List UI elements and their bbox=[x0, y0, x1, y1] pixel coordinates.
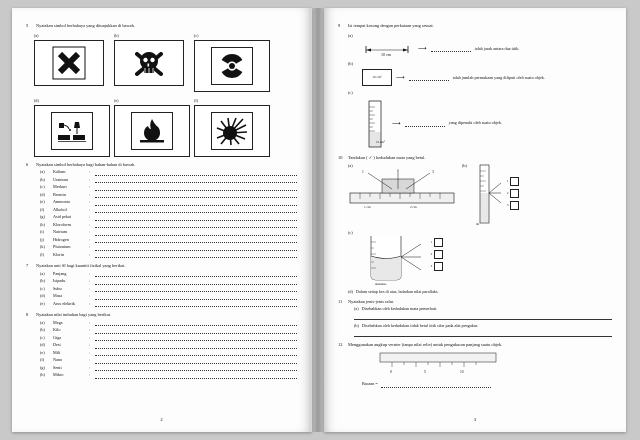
checkbox[interactable] bbox=[434, 250, 443, 259]
q5-item-c-label: (c) bbox=[194, 32, 199, 38]
list-item bbox=[40, 229, 297, 235]
q6-i-answer[interactable] bbox=[95, 230, 297, 236]
q5-item-b-label: (b) bbox=[114, 32, 119, 38]
q6-l-name: Klorin bbox=[53, 251, 64, 257]
q8-d-label: (d) bbox=[40, 342, 45, 348]
q9-part-a bbox=[348, 33, 612, 57]
q10-b-figure bbox=[470, 163, 504, 227]
q10-part-d bbox=[348, 289, 612, 295]
q6-text: Nyatakan simbol berbahaya bagi bahan-bahan di bawah. bbox=[36, 161, 136, 167]
q6-l-label: (l) bbox=[40, 251, 44, 257]
question-6 bbox=[26, 162, 297, 169]
q5-item-c-inner bbox=[211, 47, 253, 85]
q5-number: 5 bbox=[26, 23, 29, 28]
q5-item-f-inner bbox=[211, 112, 253, 150]
svg-text:meniskus: meniskus bbox=[374, 282, 386, 287]
q10-c-option-1[interactable] bbox=[431, 238, 444, 247]
q5-item-c bbox=[194, 33, 264, 92]
svg-text:3: 3 bbox=[432, 170, 434, 175]
q10-b-option-2-label: 2 bbox=[506, 191, 509, 196]
list-item bbox=[40, 271, 297, 277]
q8-f-answer[interactable] bbox=[95, 358, 297, 364]
svg-text:1: 1 bbox=[362, 170, 364, 175]
q5-item-e-label: (e) bbox=[114, 97, 119, 103]
q6-c-label: (c) bbox=[40, 184, 45, 190]
q11-a-answer[interactable] bbox=[354, 314, 612, 320]
q6-c-answer[interactable] bbox=[95, 185, 297, 191]
q10-c-option-3[interactable] bbox=[431, 262, 444, 271]
checkbox[interactable] bbox=[510, 189, 519, 198]
q7-d-label: (d) bbox=[40, 293, 45, 299]
q10-a-label: (a) bbox=[348, 163, 353, 169]
list-item bbox=[40, 252, 297, 258]
q8-d-answer[interactable] bbox=[95, 343, 297, 349]
q10-c-option-3-label: 3 bbox=[430, 264, 433, 269]
q5-item-e-box bbox=[114, 105, 190, 157]
q5-item-b bbox=[114, 33, 184, 92]
q5-text: Nyatakan simbol berbahaya yang ditunjukkan di bawah. bbox=[36, 23, 135, 28]
q6-g-label: (g) bbox=[40, 214, 45, 220]
colon: : bbox=[89, 176, 91, 182]
explosive-icon bbox=[215, 116, 249, 146]
q5-symbol-grid bbox=[34, 33, 297, 157]
list-item bbox=[40, 350, 297, 356]
q10-c-option-1-label: 1 bbox=[430, 240, 433, 245]
q10-b-label: (b) bbox=[462, 163, 467, 169]
q9-b-answer[interactable] bbox=[409, 75, 449, 81]
q6-e-name: Ammonia bbox=[53, 199, 70, 205]
q10-b-checkboxes bbox=[507, 177, 520, 210]
q6-g-name: Asid pekat bbox=[53, 214, 72, 220]
q5-item-f-box bbox=[194, 105, 270, 157]
colon: : bbox=[89, 236, 91, 242]
q7-c-answer[interactable] bbox=[95, 286, 297, 292]
q10-b-option-3-label: 3 bbox=[506, 203, 509, 208]
svg-text:2: 2 bbox=[397, 169, 399, 173]
left-page-number: 2 bbox=[160, 417, 163, 423]
q7-a-label: (a) bbox=[40, 270, 45, 276]
q8-e-name: Mili bbox=[53, 349, 61, 355]
q5-item-a bbox=[34, 33, 104, 92]
q6-l-answer[interactable] bbox=[95, 252, 297, 258]
q12-figure bbox=[378, 351, 612, 377]
q6-h-name: Kloroform bbox=[53, 221, 71, 227]
q10-c-figure bbox=[357, 230, 427, 286]
colon: : bbox=[89, 278, 91, 284]
svg-text:10 cm: 10 cm bbox=[381, 51, 391, 57]
q10-b-group bbox=[462, 163, 519, 227]
q9-c-tail: yang dipenuhi oleh suatu objek. bbox=[448, 120, 502, 126]
colon: : bbox=[89, 342, 91, 348]
q7-d-name: Masa bbox=[53, 293, 63, 299]
q6-k-name: Plutonium bbox=[53, 244, 71, 250]
svg-text:10: 10 bbox=[460, 370, 464, 375]
q7-e-name: Arus elektrik bbox=[53, 300, 75, 306]
q9-b-row bbox=[362, 69, 612, 86]
q8-text: Nyatakan nilai imbuhan bagi yang berikut. bbox=[36, 312, 112, 318]
q8-f-name: Nano bbox=[53, 357, 63, 363]
q5-item-d-inner bbox=[51, 112, 93, 150]
q6-number: 6 bbox=[26, 161, 29, 167]
colon: : bbox=[89, 229, 91, 235]
list-item bbox=[40, 293, 297, 299]
q5-item-e bbox=[114, 98, 184, 157]
corrosive-icon bbox=[55, 117, 89, 145]
q12-answer[interactable] bbox=[381, 382, 491, 388]
q8-g-name: Senti bbox=[53, 364, 62, 370]
q7-c-label: (c) bbox=[40, 285, 45, 291]
q11-text: Nyatakan jenis-jenis ralat. bbox=[348, 299, 394, 305]
q8-a-label: (a) bbox=[40, 319, 45, 325]
question-12 bbox=[338, 342, 612, 349]
list-item bbox=[40, 342, 297, 348]
q10-b-option-3[interactable] bbox=[507, 201, 520, 210]
checkbox[interactable] bbox=[510, 201, 519, 210]
q7-c-name: Suhu bbox=[53, 285, 62, 291]
arrow-right-icon: ⟶ bbox=[396, 74, 405, 81]
q6-k-label: (k) bbox=[40, 244, 45, 250]
colon: : bbox=[89, 270, 91, 276]
q5-item-d-box bbox=[34, 105, 110, 157]
arrow-right-icon: ⟶ bbox=[418, 45, 427, 52]
list-item bbox=[40, 357, 297, 363]
colon: : bbox=[89, 364, 91, 370]
q5-item-f-label: (f) bbox=[194, 97, 198, 103]
svg-text:1 cm: 1 cm bbox=[364, 205, 371, 210]
q6-a-answer[interactable] bbox=[95, 170, 297, 176]
q8-h-answer[interactable] bbox=[95, 373, 297, 379]
q9-text: Isi tempat kosong dengan perkataan yang sesuai. bbox=[348, 23, 434, 28]
right-page bbox=[324, 8, 626, 432]
colon: : bbox=[89, 206, 91, 212]
q12-text: Menggunakan angkup vernier (tanpa nilai relie) untuk pengukuran panjang suatu objek. bbox=[348, 341, 503, 347]
colon: : bbox=[89, 300, 91, 306]
q9-part-c bbox=[348, 90, 612, 148]
q5-item-c-box bbox=[194, 40, 270, 92]
q5-item-d-label: (d) bbox=[34, 97, 39, 103]
list-item bbox=[40, 237, 297, 243]
q8-d-name: Desi bbox=[53, 342, 61, 348]
q6-a-label: (a) bbox=[40, 169, 45, 175]
colon: : bbox=[89, 199, 91, 205]
q6-f-name: Alkohol bbox=[53, 206, 67, 212]
q5-item-a-label: (a) bbox=[34, 32, 39, 38]
q9-a-figure bbox=[362, 41, 414, 57]
q11-part-a bbox=[354, 306, 612, 312]
colon: : bbox=[89, 334, 91, 340]
question-10 bbox=[338, 155, 612, 162]
q8-f-label: (f) bbox=[40, 357, 45, 363]
list-item bbox=[40, 372, 297, 378]
q8-h-name: Mikro bbox=[53, 372, 64, 378]
list-item bbox=[40, 278, 297, 284]
q6-e-answer[interactable] bbox=[95, 200, 297, 206]
list-item bbox=[40, 335, 297, 341]
q8-b-name: Kilo bbox=[53, 327, 61, 333]
q7-text: Nyatakan unit SI bagi kuantiti fizikal yang berikut. bbox=[36, 263, 126, 269]
q11-a-answer-row bbox=[354, 314, 612, 320]
colon: : bbox=[89, 184, 91, 190]
q10-d-text: Dalam setiap kes di atas, bulatkan nilai parallaks. bbox=[355, 289, 439, 295]
q6-h-answer[interactable] bbox=[95, 222, 297, 228]
q10-a-figure bbox=[348, 169, 456, 221]
radioactive-icon bbox=[218, 52, 246, 80]
q9-a-tail: ialah jarak antara dua titik. bbox=[474, 45, 520, 51]
question-7 bbox=[26, 263, 297, 270]
q6-b-answer[interactable] bbox=[95, 177, 297, 183]
list-item bbox=[40, 214, 297, 220]
q6-i-name: Natrium bbox=[53, 229, 67, 235]
q9-parts bbox=[348, 33, 612, 149]
left-page bbox=[12, 8, 312, 432]
q11-b-answer-row bbox=[354, 331, 612, 337]
list-item bbox=[40, 207, 297, 213]
colon: : bbox=[89, 169, 91, 175]
list-item bbox=[40, 184, 297, 190]
q6-f-label: (f) bbox=[40, 206, 45, 212]
q12-answer-label: Bacaan = bbox=[362, 381, 378, 387]
q8-b-label: (b) bbox=[40, 327, 45, 333]
q10-c-label: (c) bbox=[348, 230, 353, 236]
q6-k-answer[interactable] bbox=[95, 245, 297, 251]
flammable-icon bbox=[137, 117, 167, 145]
q6-h-label: (h) bbox=[40, 221, 45, 227]
q11-b-answer[interactable] bbox=[354, 331, 612, 337]
q10-text: Tandakan ( ✓ ) kedudukan mata yang betul. bbox=[348, 154, 426, 160]
question-8 bbox=[26, 312, 297, 319]
q7-a-answer[interactable] bbox=[95, 271, 297, 277]
q9-c-row bbox=[362, 99, 612, 149]
q9-b-tail: ialah jumlah permukaan yang diliputi oleh suatu objek. bbox=[452, 74, 545, 80]
q6-b-name: Uranium bbox=[53, 176, 68, 182]
q6-d-label: (d) bbox=[40, 191, 45, 197]
colon: : bbox=[89, 214, 91, 220]
colon: : bbox=[89, 319, 91, 325]
q10-b-option-1[interactable] bbox=[507, 177, 520, 186]
list-item bbox=[40, 286, 297, 292]
question-11 bbox=[338, 299, 612, 306]
list-item bbox=[40, 199, 297, 205]
q8-h-label: (h) bbox=[40, 372, 45, 378]
svg-text:5: 5 bbox=[424, 370, 426, 375]
q7-d-answer[interactable] bbox=[95, 294, 297, 300]
list-item bbox=[40, 192, 297, 198]
q11-part-b bbox=[354, 323, 612, 329]
list-item bbox=[40, 169, 297, 175]
colon: : bbox=[89, 285, 91, 291]
svg-text:ml: ml bbox=[475, 222, 480, 227]
q6-g-answer[interactable] bbox=[95, 215, 297, 221]
q9-a-row bbox=[362, 41, 612, 57]
q11-b-label: (b) bbox=[354, 322, 359, 328]
q6-b-label: (b) bbox=[40, 176, 45, 182]
q7-number: 7 bbox=[26, 263, 29, 269]
svg-text:2 cm: 2 cm bbox=[410, 205, 417, 210]
colon: : bbox=[89, 293, 91, 299]
q10-c-option-2-label: 2 bbox=[430, 252, 433, 257]
q7-b-answer[interactable] bbox=[95, 279, 297, 285]
toxic-cross-icon bbox=[52, 46, 86, 80]
q6-items bbox=[40, 169, 297, 258]
q7-b-name: Isipadu bbox=[53, 278, 66, 284]
q6-j-answer[interactable] bbox=[95, 237, 297, 243]
list-item bbox=[40, 244, 297, 250]
q6-d-answer[interactable] bbox=[95, 192, 297, 198]
q8-a-name: Mega bbox=[53, 319, 63, 325]
q8-g-label: (g) bbox=[40, 364, 45, 370]
q8-b-answer[interactable] bbox=[95, 328, 297, 334]
colon: : bbox=[89, 244, 91, 250]
q12-answer-row bbox=[362, 381, 612, 387]
q7-e-answer[interactable] bbox=[95, 301, 297, 307]
q9-c-label: (c) bbox=[348, 90, 353, 96]
list-item bbox=[40, 301, 297, 307]
list-item bbox=[40, 327, 297, 333]
colon: : bbox=[89, 349, 91, 355]
q8-c-name: Giga bbox=[53, 334, 62, 340]
q7-e-label: (e) bbox=[40, 300, 45, 306]
svg-text:10 cm³: 10 cm³ bbox=[376, 139, 385, 144]
list-item bbox=[40, 365, 297, 371]
list-item bbox=[40, 320, 297, 326]
colon: : bbox=[89, 221, 91, 227]
q6-d-name: Bromin bbox=[53, 191, 66, 197]
q10-d-label: (d) bbox=[348, 289, 353, 295]
q9-part-b bbox=[348, 61, 612, 86]
colon: : bbox=[89, 372, 91, 378]
q9-b-label: (b) bbox=[348, 60, 353, 66]
q10-row-top bbox=[348, 163, 612, 227]
q9-b-figure: 10 cm² bbox=[362, 69, 392, 86]
q5-item-f bbox=[194, 98, 264, 157]
q8-items bbox=[40, 320, 297, 379]
skull-crossbones-icon bbox=[130, 46, 168, 80]
question-5 bbox=[26, 23, 297, 30]
q5-item-d bbox=[34, 98, 104, 157]
measuring-cylinder-icon bbox=[362, 99, 388, 149]
checkbox[interactable] bbox=[434, 238, 443, 247]
q10-b-option-2[interactable] bbox=[507, 189, 520, 198]
q6-i-label: (i) bbox=[40, 229, 44, 235]
q6-f-answer[interactable] bbox=[95, 207, 297, 213]
q10-number: 10 bbox=[338, 154, 343, 160]
q8-a-answer[interactable] bbox=[95, 320, 297, 326]
q10-part-a bbox=[348, 163, 456, 227]
colon: : bbox=[89, 327, 91, 333]
list-item bbox=[40, 177, 297, 183]
q5-item-a-box bbox=[34, 40, 104, 86]
question-9 bbox=[338, 23, 612, 30]
q10-c-option-2[interactable] bbox=[431, 250, 444, 259]
q9-number: 9 bbox=[338, 23, 341, 28]
svg-text:0: 0 bbox=[390, 370, 392, 375]
checkbox[interactable] bbox=[510, 177, 519, 186]
q11-parts bbox=[354, 306, 612, 337]
colon: : bbox=[89, 357, 91, 363]
q11-a-label: (a) bbox=[354, 306, 359, 312]
colon: : bbox=[89, 191, 91, 197]
q8-e-label: (e) bbox=[40, 349, 45, 355]
list-item bbox=[40, 222, 297, 228]
arrow-right-icon: ⟶ bbox=[392, 120, 401, 127]
q12-number: 12 bbox=[338, 341, 343, 347]
q8-g-answer[interactable] bbox=[95, 365, 297, 371]
q8-e-answer[interactable] bbox=[95, 350, 297, 356]
q6-a-name: Kalium bbox=[53, 169, 66, 175]
q11-a-text: Disebabkan oleh kedudukan mata pemerhati. bbox=[361, 306, 438, 312]
q7-items bbox=[40, 271, 297, 307]
q11-number: 11 bbox=[338, 299, 343, 305]
q6-c-name: Merkuri bbox=[53, 184, 67, 190]
q10-b-option-1-label: 1 bbox=[506, 179, 509, 184]
q8-number: 8 bbox=[26, 312, 29, 318]
colon: : bbox=[89, 251, 91, 257]
q7-b-label: (b) bbox=[40, 278, 45, 284]
q5-item-b-box bbox=[114, 40, 184, 86]
q9-a-answer[interactable] bbox=[431, 46, 471, 52]
q9-c-answer[interactable] bbox=[405, 121, 445, 127]
q8-c-label: (c) bbox=[40, 334, 45, 340]
q5-item-e-inner bbox=[131, 112, 173, 150]
right-page-number: 3 bbox=[473, 417, 477, 423]
q10-c-checkboxes bbox=[431, 238, 444, 271]
q6-e-label: (e) bbox=[40, 199, 45, 205]
q8-c-answer[interactable] bbox=[95, 335, 297, 341]
q9-a-label: (a) bbox=[348, 32, 353, 38]
q11-b-text: Disebabkan oleh kedudukan tidak betul titik sifar pada alat pengukur. bbox=[361, 322, 479, 328]
q10-part-c bbox=[348, 230, 612, 286]
q6-j-name: Hidrogen bbox=[53, 236, 69, 242]
checkbox[interactable] bbox=[434, 262, 443, 271]
q6-j-label: (j) bbox=[40, 236, 44, 242]
q7-a-name: Panjang bbox=[53, 270, 67, 276]
